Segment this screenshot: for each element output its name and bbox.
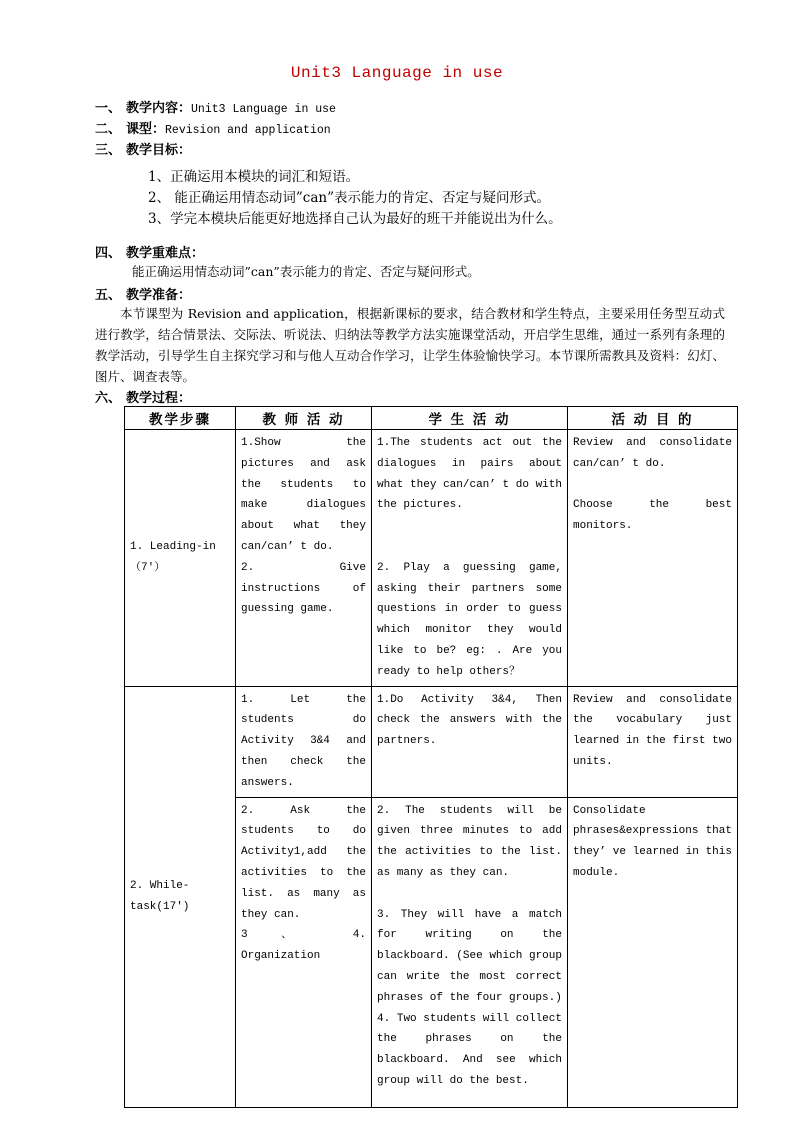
header-step: 教学步骤	[125, 407, 236, 430]
activity-purpose: Consolidate phrases&expressions that they’ ve learned in this module.	[573, 804, 739, 879]
student-activity: 3. They will have a match for writing on the blackboard. (See which group can write the most correct phrases of the four groups.)	[377, 908, 569, 1004]
section-value: Unit3 Language in use	[191, 103, 336, 116]
table-row	[125, 430, 738, 687]
section-process	[95, 387, 191, 406]
table-header-row	[125, 407, 738, 430]
student-cell	[372, 686, 568, 797]
section-colon: ：	[178, 391, 192, 406]
keypoints-text: 能正确运用情态动词”can”表示能力的肯定、否定与疑问形式。	[132, 264, 480, 279]
student-activity: 1.The students act out the dialogues in pairs about what they can/can’ t do with the pictures.	[377, 437, 569, 512]
objective-item: 2、 能正确运用情态动词”can”表示能力的肯定、否定与疑问形式。	[148, 190, 550, 206]
teacher-cell	[236, 430, 372, 687]
section-keypoints	[95, 242, 204, 261]
header-purpose: 活 动 目 的	[568, 407, 738, 430]
teacher-cell	[236, 686, 372, 797]
purpose-cell	[568, 686, 738, 797]
step-cell	[125, 686, 236, 1107]
teacher-activity: 1. Let the students do Activity 3&4 and then check the answers.	[241, 693, 373, 789]
student-cell	[372, 430, 568, 687]
activity-purpose: Review and consolidate the vocabulary just learned in the first two units.	[573, 693, 739, 768]
step-label: 1. Leading-in（7′）	[130, 540, 216, 574]
purpose-cell	[568, 797, 738, 1107]
section-colon: ：	[178, 101, 192, 116]
table-row	[125, 686, 738, 797]
teaching-process-table	[124, 406, 738, 1108]
section-colon: ：	[178, 288, 192, 303]
activity-purpose: Review and consolidate can/can’ t do.	[573, 437, 739, 470]
teacher-activity: 1.Show the pictures and ask the students to make dialogues about what they can/can’ t do.	[241, 437, 373, 553]
student-activity: 1.Do Activity 3&4, Then check the answers with the partners.	[377, 693, 569, 748]
section-number: 一、	[95, 101, 122, 116]
objective-item: 1、正确运用本模块的词汇和短语。	[148, 169, 360, 185]
teacher-activity: 3 、 4. Organization	[241, 929, 373, 963]
header-student: 学 生 活 动	[372, 407, 568, 430]
section-colon: ：	[191, 246, 205, 261]
section-objectives	[95, 139, 191, 158]
section-heading: 教学目标	[126, 143, 179, 158]
purpose-cell	[568, 430, 738, 687]
student-activity: 2. Play a guessing game, asking their partners some questions in order to guess which monitor they would like to be? eg: . Are you ready to help others？	[377, 561, 569, 678]
section-heading: 课型	[126, 122, 153, 137]
section-heading: 教学过程	[126, 391, 179, 406]
step-label: 2. While-task(17′)	[130, 879, 190, 913]
section-preparation	[95, 284, 191, 303]
section-number: 六、	[95, 391, 122, 406]
section-number: 五、	[95, 288, 122, 303]
teacher-activity: 2. Ask the students to do Activity1,add the activities to the list. as many as they can.	[241, 804, 373, 921]
section-colon: ：	[178, 143, 192, 158]
student-cell	[372, 797, 568, 1107]
student-activity: 2. The students will be given three minutes to add the activities to the list. as many as they can.	[377, 804, 569, 879]
document-title: Unit3 Language in use	[290, 64, 504, 82]
section-value: Revision and application	[165, 124, 331, 137]
section-number: 三、	[95, 143, 122, 158]
teacher-activity: 2. Give instructions of guessing game.	[241, 561, 373, 616]
section-content	[95, 97, 336, 116]
header-teacher: 教 师 活 动	[236, 407, 372, 430]
section-colon: ：	[152, 122, 166, 137]
section-number: 二、	[95, 122, 122, 137]
section-heading: 教学内容	[126, 101, 179, 116]
section-heading: 教学重难点	[126, 246, 192, 261]
objective-item: 3、学完本模块后能更好地选择自己认为最好的班干并能说出为什么。	[148, 211, 562, 227]
step-cell	[125, 430, 236, 687]
section-heading: 教学准备	[126, 288, 179, 303]
teacher-cell	[236, 797, 372, 1107]
activity-purpose: Choose the best monitors.	[573, 499, 739, 533]
student-activity: 4. Two students will collect the phrases on the blackboard. And see which group will do the best.	[377, 1012, 569, 1087]
preparation-paragraph: 本节课型为 Revision and application，根据新课标的要求，结合教材和学生特点，主要采用任务型互动式进行教学，结合情景法、交际法、听说法、归纳法等教学方法实施课堂活动，开启学生思维，通过一系列有条理的教学活动，引导学生自主探究学习和与他人互动合作学习，让学生体验愉快学习。本节课所需教具及资料：幻灯、图片、调查表等。	[95, 306, 725, 384]
section-number: 四、	[95, 246, 122, 261]
section-type	[95, 118, 331, 137]
